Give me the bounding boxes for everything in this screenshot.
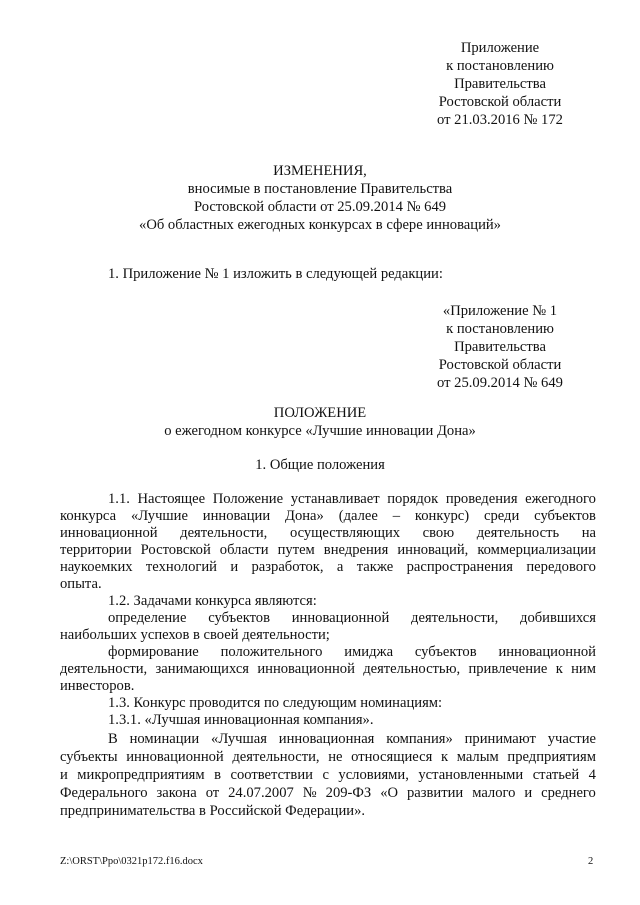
changes-line-3: Ростовской области от 25.09.2014 № 649 xyxy=(193,199,447,215)
word: формирование xyxy=(108,644,199,660)
word: территории xyxy=(60,542,132,558)
word: установленными xyxy=(418,767,524,783)
word: В xyxy=(108,731,118,747)
word: в xyxy=(214,767,221,783)
word: микропредприятиям xyxy=(77,767,205,783)
word: субъектов xyxy=(534,508,596,524)
p11-line-1 xyxy=(108,491,596,508)
p-nom-line-2 xyxy=(60,749,596,766)
word: порядок xyxy=(387,491,439,507)
word: 4 xyxy=(588,767,596,783)
word: конкурса xyxy=(60,508,117,524)
word: имиджа xyxy=(344,644,394,660)
appendix-header-line-4: Ростовской области xyxy=(438,94,562,110)
p11-line-3 xyxy=(60,525,596,542)
word: инновации xyxy=(202,508,271,524)
word: распространения xyxy=(406,559,514,575)
word: конкурс) xyxy=(414,508,470,524)
word: осуществляющих xyxy=(289,525,401,541)
word: малого xyxy=(472,785,516,801)
word: инновационная xyxy=(278,731,375,747)
word: инновационной xyxy=(498,644,596,660)
word: технологий xyxy=(145,559,217,575)
p11-line-2 xyxy=(60,508,596,525)
word: путем xyxy=(277,542,315,558)
appendix1-header-line-5: от 25.09.2014 № 649 xyxy=(437,375,563,391)
regulation-title: ПОЛОЖЕНИЕ xyxy=(273,405,367,421)
word: деятельностью, xyxy=(363,661,461,677)
word: деятельности, xyxy=(60,661,148,677)
word: развитии xyxy=(406,785,464,801)
appendix1-header-line-3: Правительства xyxy=(454,339,546,355)
word: устанавливает xyxy=(290,491,380,507)
word: 1.1. xyxy=(108,491,130,507)
word: Положение xyxy=(212,491,284,507)
word: деятельность xyxy=(476,525,560,541)
word: инноваций, xyxy=(397,542,469,558)
word: наукоемких xyxy=(60,559,133,575)
word: деятельности, xyxy=(232,749,320,765)
p12a-line-1 xyxy=(108,610,596,627)
appendix-header-line-2: к постановлению xyxy=(446,58,554,74)
word: области xyxy=(219,542,269,558)
regulation-subtitle: о ежегодном конкурсе «Лучшие инновации Дона» xyxy=(164,423,476,439)
word: инновационной xyxy=(60,525,158,541)
changes-title: ИЗМЕНЕНИЯ, xyxy=(273,163,367,179)
word: деятельности, xyxy=(411,610,499,626)
word: относящиеся xyxy=(351,749,433,765)
word: к xyxy=(440,749,449,765)
word: принимают xyxy=(464,731,536,747)
word: инновационной xyxy=(126,749,224,765)
word: «Лучшая xyxy=(211,731,267,747)
word: 209-ФЗ xyxy=(325,785,372,801)
word: ним xyxy=(571,661,596,677)
word: с xyxy=(322,767,329,783)
word: добившихся xyxy=(520,610,596,626)
p11-line-6: опыта. xyxy=(60,576,102,592)
footer-page-number: 2 xyxy=(588,856,594,867)
word: не xyxy=(328,749,343,765)
word: инновационной xyxy=(291,610,390,626)
word: свою xyxy=(422,525,455,541)
word: положительного xyxy=(220,644,323,660)
p-nom-line-3 xyxy=(60,767,596,784)
word: соответствии xyxy=(230,767,313,783)
word: «О xyxy=(380,785,399,801)
appendix-header-line-3: Правительства xyxy=(454,76,546,92)
word: субъекты xyxy=(60,749,118,765)
appendix-header-line-5: от 21.03.2016 № 172 xyxy=(437,112,563,128)
appendix1-header-line-1: «Приложение № 1 xyxy=(442,303,558,319)
p11-line-5 xyxy=(60,559,596,576)
word: «Лучшие xyxy=(130,508,188,524)
word: субъектов xyxy=(414,644,477,660)
p-nom-line-1 xyxy=(108,731,596,748)
word: коммерциализации xyxy=(477,542,596,558)
word: а xyxy=(336,559,344,575)
word: и xyxy=(60,767,68,783)
section-1-heading: 1. Общие положения xyxy=(255,457,385,473)
word: Дона» xyxy=(285,508,324,524)
word: участие xyxy=(547,731,596,747)
word: среди xyxy=(484,508,520,524)
word: статьей xyxy=(532,767,580,783)
word: малым xyxy=(456,749,499,765)
word: определение xyxy=(108,610,187,626)
p131: 1.3.1. «Лучшая инновационная компания». xyxy=(108,712,374,728)
word: от xyxy=(205,785,220,801)
p-nom-line-4 xyxy=(60,785,596,802)
footer-file-path: Z:\ORST\Ppo\0321p172.f16.docx xyxy=(60,856,203,867)
p-nom-line-5: предпринимательства в Российской Федерации». xyxy=(60,803,366,819)
changes-line-2: вносимые в постановление Правительства xyxy=(187,181,453,197)
word: закона xyxy=(156,785,197,801)
word: Ростовской xyxy=(140,542,211,558)
word: деятельности, xyxy=(180,525,268,541)
word: № xyxy=(302,785,317,801)
word: (далее xyxy=(338,508,378,524)
appendix-header-line-1: Приложение xyxy=(460,40,540,56)
p12a-line-2: наибольших успехов в своей деятельности; xyxy=(60,627,330,643)
word: субъектов xyxy=(208,610,270,626)
word: на xyxy=(581,525,596,541)
word: также xyxy=(356,559,394,575)
p11-line-4 xyxy=(60,542,596,559)
p13: 1.3. Конкурс проводится по следующим номинациям: xyxy=(108,695,443,711)
appendix1-header-line-2: к постановлению xyxy=(446,321,554,337)
p12b-line-1 xyxy=(108,644,596,661)
word: среднего xyxy=(541,785,596,801)
word: ежегодного xyxy=(525,491,596,507)
word: передового xyxy=(526,559,596,575)
word: 24.07.2007 xyxy=(228,785,294,801)
word: привлечение xyxy=(468,661,548,677)
p12b-line-3: инвесторов. xyxy=(60,678,135,694)
word: разработок, xyxy=(251,559,324,575)
word: компания» xyxy=(386,731,453,747)
word: и xyxy=(524,785,533,801)
word: проведения xyxy=(445,491,518,507)
word: внедрения xyxy=(323,542,389,558)
word: предприятиям xyxy=(507,749,596,765)
changes-line-4: «Об областных ежегодных конкурсах в сфере инноваций» xyxy=(139,217,501,233)
word: и xyxy=(230,559,239,575)
word: инновационной xyxy=(257,661,355,677)
word: условиями, xyxy=(338,767,409,783)
word: – xyxy=(392,508,400,524)
word: к xyxy=(555,661,563,677)
appendix1-header-line-4: Ростовской области xyxy=(438,357,562,373)
word: Федерального xyxy=(60,785,148,801)
word: номинации xyxy=(129,731,200,747)
p12b-line-2 xyxy=(60,661,596,678)
word: Настоящее xyxy=(137,491,206,507)
p12: 1.2. Задачами конкурса являются: xyxy=(108,593,317,609)
word: занимающихся xyxy=(155,661,250,677)
item-1: 1. Приложение № 1 изложить в следующей редакции: xyxy=(108,266,443,282)
